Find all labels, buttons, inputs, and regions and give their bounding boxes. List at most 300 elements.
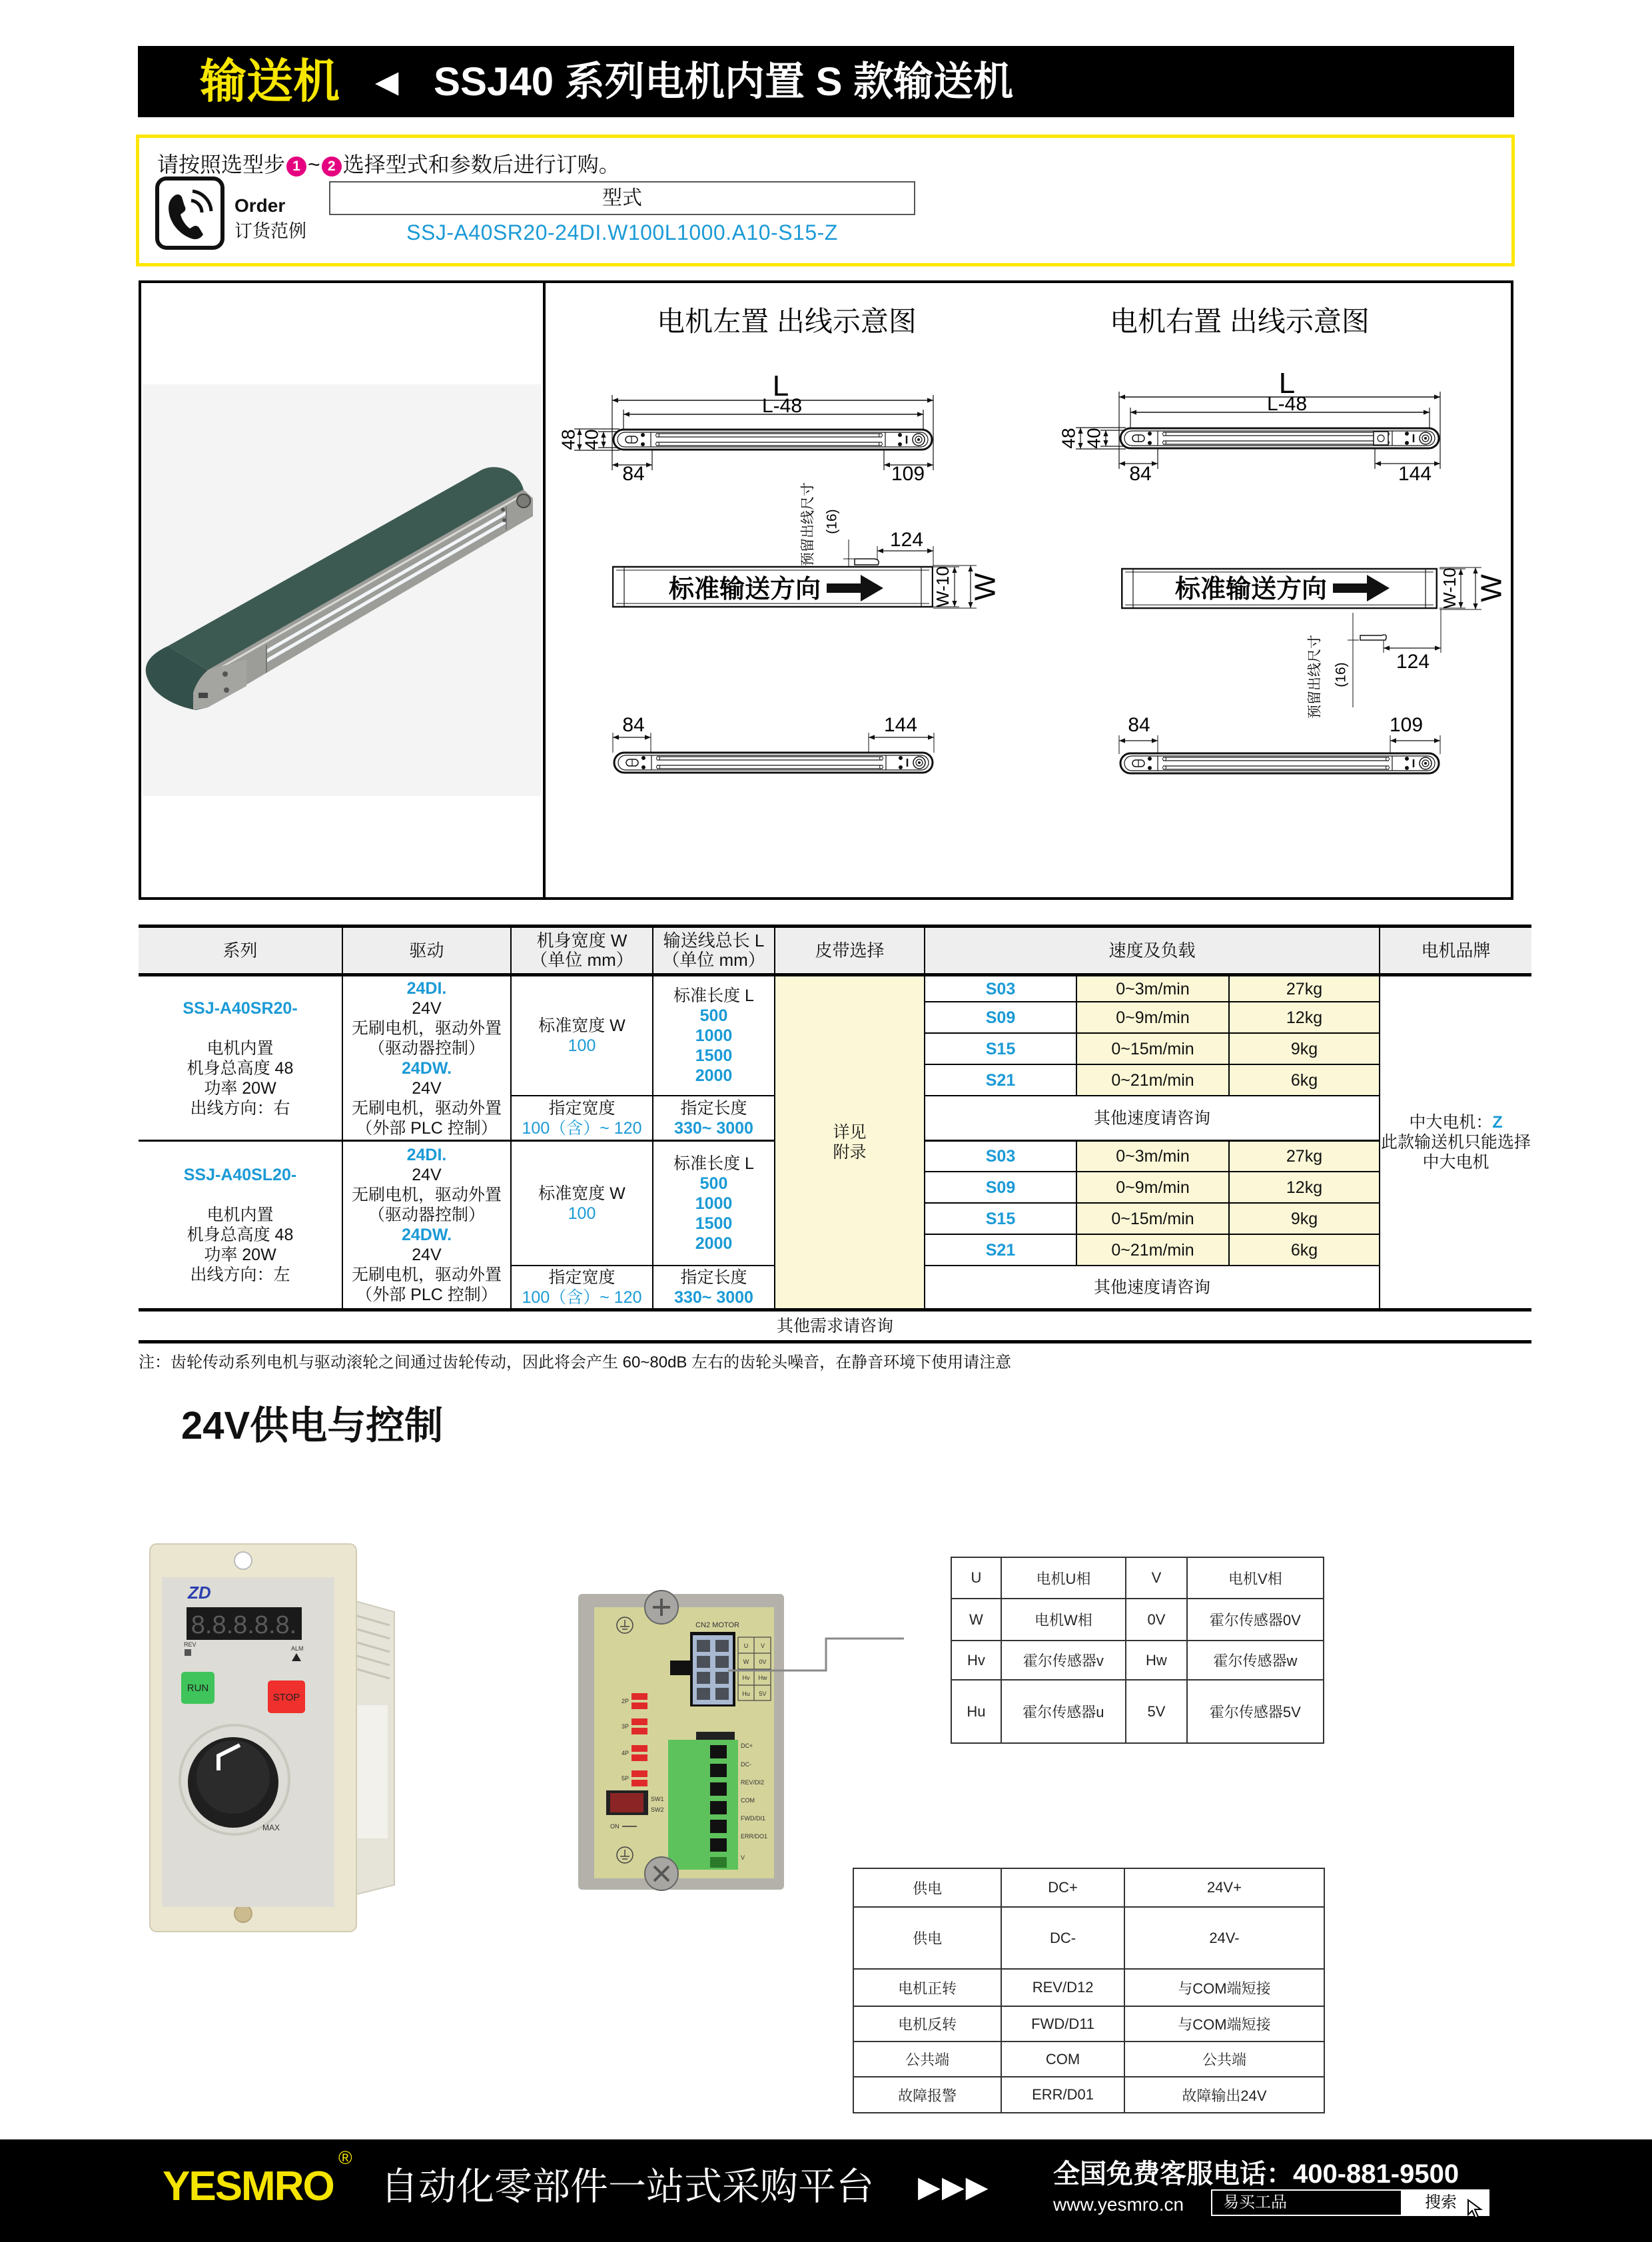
terminal-label: FWD/DI1: [741, 1815, 765, 1822]
wiring-cell: 公共端: [1124, 2042, 1324, 2077]
cable-reserve-label: 预留出线尺寸: [800, 482, 816, 566]
table-row: [853, 1907, 1324, 1969]
speed-controller-photo: [150, 1544, 394, 1932]
length-value: 1000: [695, 1194, 733, 1213]
cable-stub: [855, 559, 879, 565]
drive-voltage: 24V: [412, 1246, 442, 1264]
width-standard-label: 标准宽度 W: [538, 1184, 625, 1203]
length-custom-cell: [652, 1265, 774, 1308]
dim-label-length-minus: L-48: [761, 395, 803, 417]
switch-label: SW1: [651, 1796, 664, 1802]
load-cell: [1228, 973, 1379, 1001]
width-custom-value: 100（含）~ 120: [522, 1118, 642, 1138]
screw-icon: [645, 1857, 678, 1890]
triple-arrow-icon: ▶▶▶: [918, 2171, 990, 2203]
length-value: 500: [699, 1006, 728, 1025]
header-length-label: 输送线总长 L: [663, 931, 765, 950]
pin-label: Hv: [742, 1675, 750, 1681]
header-belt-label: 皮带选择: [815, 940, 885, 960]
brand-line-1: [1409, 1112, 1502, 1132]
other-requests-text: 其他需求请咨询: [776, 1316, 893, 1335]
brand-logo: YESMRO: [163, 2163, 334, 2209]
function-cell: 电机正转: [853, 1969, 1001, 2006]
length-custom-value: 330~ 3000: [674, 1118, 753, 1138]
header-speed-load: [924, 928, 1379, 973]
drive-desc: 无刷电机，驱动外置: [351, 1098, 502, 1118]
pin-code: Hu: [951, 1680, 1001, 1743]
pin-desc: 霍尔传感器u: [1001, 1680, 1126, 1743]
belt-bottom-view: [1120, 753, 1439, 773]
search-button[interactable]: 搜索: [1425, 2193, 1457, 2211]
outlet-diagrams: [544, 283, 1511, 897]
load-cell: [1228, 1234, 1379, 1265]
max-label: MAX: [262, 1823, 280, 1832]
step-badge-2: 2: [322, 157, 342, 177]
speed-code-cell: [924, 973, 1076, 1001]
pin-desc: 电机W相: [1001, 1599, 1126, 1641]
table-row: [951, 1641, 1324, 1680]
cursor-icon: [1467, 2199, 1484, 2220]
brand-code: Z: [1492, 1113, 1503, 1132]
speed-value: 0~9m/min: [1116, 1178, 1190, 1197]
speed-code: S15: [985, 1209, 1016, 1228]
belt-conveyor-render: [141, 282, 542, 898]
width-standard-value: 100: [568, 1204, 596, 1223]
speed-code-cell: [924, 1234, 1076, 1265]
width-standard-cell: [510, 1140, 652, 1265]
series-desc: 出线方向：右: [190, 1098, 290, 1118]
power-photos: [133, 1532, 933, 1945]
speed-cell: [1076, 973, 1228, 1001]
series-desc: 机身总高度 48: [187, 1226, 294, 1244]
load-cell: [1228, 1064, 1379, 1095]
pin-code: W: [951, 1599, 1001, 1641]
dim-label-width: W: [1475, 574, 1508, 602]
registered-mark: ®: [338, 2147, 352, 2168]
belt-cell: [774, 973, 924, 1308]
dim-label-right-end: 109: [891, 463, 925, 485]
pin-desc: 霍尔传感器0V: [1187, 1599, 1324, 1641]
header-length: [652, 928, 774, 973]
length-value: 2000: [695, 1066, 733, 1085]
dip-label: 5P: [621, 1775, 629, 1782]
website-link[interactable]: www.yesmro.cn: [1053, 2194, 1184, 2215]
width-standard-cell: [510, 973, 652, 1095]
phone-icon: [155, 177, 224, 250]
section-title: 24V供电与控制: [181, 1404, 444, 1447]
length-value: 1000: [695, 1026, 733, 1045]
controller-brand-logo: ZD: [188, 1583, 211, 1603]
load-cell: [1228, 1001, 1379, 1032]
table-row: [951, 1680, 1324, 1743]
speed-cell: [1076, 1001, 1228, 1032]
function-cell: 供电: [853, 1907, 1001, 1969]
rev-indicator-led: [185, 1649, 191, 1656]
diagram-title-right: 电机右置 出线示意图: [1110, 306, 1370, 337]
width-custom-label: 指定宽度: [548, 1098, 616, 1118]
dim-label-right-end: 144: [1398, 463, 1432, 485]
header-series-label: 系列: [222, 940, 258, 960]
on-label: ON: [610, 1823, 620, 1830]
pin-desc: 电机U相: [1001, 1557, 1126, 1599]
stop-button-label: STOP: [272, 1692, 300, 1703]
speed-value: 0~21m/min: [1111, 1240, 1194, 1260]
category-title: 输送机: [200, 55, 340, 107]
order-label-cn: 订货范例: [234, 221, 306, 241]
speed-value: 0~9m/min: [1116, 1008, 1190, 1027]
dim-label-height-inner: 40: [1083, 428, 1104, 449]
diagram-title-left: 电机左置 出线示意图: [657, 306, 917, 337]
dim-label-height-inner: 40: [581, 429, 602, 450]
header-brand: [1379, 928, 1531, 973]
speed-value: 0~3m/min: [1116, 979, 1190, 998]
length-custom-value: 330~ 3000: [674, 1288, 753, 1307]
header-width-unit: （单位 mm）: [530, 950, 633, 970]
screw: [502, 518, 506, 522]
load-value: 9kg: [1290, 1039, 1318, 1058]
terminal-cell: DC-: [1001, 1907, 1124, 1969]
header-width: [510, 928, 652, 973]
drive-voltage: 24V: [412, 1166, 442, 1184]
header-belt: [774, 928, 924, 973]
belt-bottom-view: [614, 753, 933, 773]
speed-cell: [1076, 1140, 1228, 1171]
mount-hole-bottom: [234, 1905, 252, 1922]
load-value: 6kg: [1290, 1240, 1318, 1260]
speed-code-cell: [924, 1001, 1076, 1032]
order-instruction: [157, 151, 620, 178]
pin-label: 5V: [759, 1690, 767, 1697]
dip-label: 2P: [621, 1698, 629, 1704]
width-standard-value: 100: [568, 1036, 596, 1055]
drive-control: （外部 PLC 控制）: [356, 1118, 498, 1138]
dim-label-cable-offset: 124: [889, 529, 924, 551]
brand-slogan: 自动化零部件一站式采购平台: [380, 2165, 874, 2208]
load-value: 12kg: [1286, 1008, 1323, 1027]
drive-desc: 无刷电机，驱动外置: [351, 1266, 502, 1284]
dim-label-bottom-right: 144: [883, 714, 918, 736]
footer-bar: [0, 2139, 1652, 2242]
footnote: 注：齿轮传动系列电机与驱动滚轮之间通过齿轮传动，因此将会产生 60~80dB 左右的齿轮头噪音，在静音环境下使用请注意: [139, 1353, 1012, 1371]
table-row: [853, 1969, 1324, 2006]
motor-slot: [199, 693, 208, 698]
terminal-cell: REV/D12: [1001, 1969, 1124, 2006]
drive-voltage: 24V: [412, 1078, 442, 1098]
brand-cell: [1379, 973, 1531, 1308]
phone-icon-svg: [155, 177, 224, 250]
instruction-prefix: 请按照选型步: [157, 153, 286, 177]
drive-voltage: 24V: [412, 998, 442, 1018]
example-model-code: SSJ-A40SR20-24DI.W100L1000.A10-S15-Z: [406, 220, 838, 244]
drive-code: 24DI.: [406, 1146, 447, 1164]
cable-reserve-label: 预留出线尺寸: [1307, 635, 1323, 719]
table-row: [951, 1599, 1324, 1641]
speed-code: S21: [985, 1240, 1016, 1260]
wiring-cell: 24V-: [1124, 1907, 1324, 1969]
pin-code: Hv: [951, 1641, 1001, 1680]
wiring-cell: 24V+: [1124, 1868, 1324, 1907]
length-value: 2000: [695, 1234, 733, 1253]
other-speed-cell: [924, 1095, 1379, 1140]
run-button-label: RUN: [187, 1682, 209, 1694]
screw: [501, 508, 505, 512]
drive-control: （驱动器控制）: [368, 1038, 485, 1058]
length-standard-cell: [652, 973, 774, 1095]
terminal-label: ERR/DO1: [741, 1833, 768, 1840]
rev-indicator-label: REV: [184, 1641, 197, 1648]
speed-code-cell: [924, 1202, 1076, 1234]
series-cell: [139, 973, 342, 1140]
terminal-cell: ERR/D01: [1001, 2077, 1124, 2113]
load-cell: [1228, 1032, 1379, 1064]
drive-code: 24DW.: [401, 1226, 452, 1244]
page-title: SSJ40 系列电机内置 S 款输送机: [434, 59, 1014, 104]
function-cell: 公共端: [853, 2042, 1001, 2077]
terminal-label: DC-: [741, 1761, 751, 1768]
instruction-suffix: 选择型式和参数后进行订购。: [342, 153, 620, 177]
speed-value: 0~15m/min: [1111, 1039, 1194, 1058]
length-custom-label: 指定长度: [680, 1098, 747, 1118]
brand-line-3: 中大电机: [1422, 1153, 1489, 1172]
header-length-unit: （单位 mm）: [662, 950, 765, 970]
speed-code: S09: [985, 1178, 1016, 1197]
dip-label: 3P: [621, 1723, 629, 1730]
load-value: 6kg: [1290, 1070, 1318, 1090]
cable-reserve-value: (16): [824, 509, 840, 534]
type-header: 型式: [329, 181, 915, 215]
length-standard-label: 标准长度 L: [673, 986, 754, 1005]
load-cell: [1228, 1202, 1379, 1234]
load-value: 27kg: [1286, 979, 1323, 998]
pin-label: Hu: [742, 1690, 750, 1697]
brand-name: 中大电机：: [1409, 1113, 1493, 1132]
terminal-label: V: [741, 1854, 745, 1861]
drive-code: 24DI.: [406, 978, 447, 998]
series-desc: 功率 20W: [204, 1246, 276, 1264]
belt-text: 附录: [833, 1143, 867, 1162]
dim-label-height: 48: [1058, 428, 1079, 449]
screw-icon: [645, 1591, 678, 1624]
width-custom-cell: [510, 1265, 652, 1308]
switch-label: SW2: [651, 1806, 664, 1813]
series-desc: 电机内置: [206, 1206, 274, 1224]
terminal-header: [696, 1732, 735, 1740]
terminal-label: COM: [741, 1797, 755, 1804]
width-custom-value: 100（含）~ 120: [522, 1288, 642, 1307]
drive-desc: 无刷电机，驱动外置: [351, 1186, 502, 1204]
order-guide-box: [136, 135, 1515, 266]
load-cell: [1228, 1140, 1379, 1171]
speed-code: S03: [985, 979, 1016, 998]
pin-label: U: [743, 1643, 749, 1649]
speed-cell: [1076, 1032, 1228, 1064]
pin-code: 5V: [1126, 1680, 1187, 1743]
pin-code: V: [1126, 1557, 1187, 1599]
step-badge-1: 1: [286, 157, 306, 177]
header-brand-label: 电机品牌: [1421, 940, 1491, 960]
speed-code: S15: [985, 1039, 1016, 1058]
switch-block-body: [610, 1793, 643, 1812]
dim-label-bottom-left: 84: [622, 714, 645, 736]
series-desc: 机身总高度 48: [187, 1058, 294, 1078]
drive-desc: 无刷电机，驱动外置: [351, 1018, 502, 1038]
terminal-cell: FWD/D11: [1001, 2006, 1124, 2042]
wiring-cell: 与COM端短接: [1124, 1969, 1324, 2006]
screw: [224, 687, 229, 693]
driver-board-photo: [578, 1591, 904, 1890]
speed-knob-top: [197, 1740, 270, 1814]
length-value: 1500: [695, 1214, 733, 1233]
search-box: [1211, 2189, 1489, 2216]
table-row: [853, 2042, 1324, 2077]
cable-stub: [1360, 635, 1386, 640]
power-control-table: [853, 1868, 1325, 2113]
header-bar: [138, 46, 1514, 117]
terminal-block: [668, 1740, 738, 1870]
direction-label: 标准输送方向: [1175, 575, 1328, 603]
wiring-cell: 与COM端短接: [1124, 2006, 1324, 2042]
hotline-text: 全国免费客服电话：400-881-9500: [1053, 2159, 1459, 2189]
speed-cell: [1076, 1234, 1228, 1265]
series-code: SSJ-A40SR20-: [183, 998, 298, 1018]
pin-code: Hw: [1126, 1641, 1187, 1680]
brand-line-2: 此款输送机只能选择: [1380, 1133, 1531, 1152]
pin-label: W: [743, 1659, 749, 1665]
terminal-label: DC+: [741, 1742, 753, 1749]
dim-label-height: 48: [558, 429, 579, 450]
dip-label: 4P: [621, 1750, 629, 1756]
length-value: 500: [699, 1174, 728, 1193]
speed-code-cell: [924, 1064, 1076, 1095]
dim-label-length: L: [772, 370, 789, 402]
speed-code: S03: [985, 1147, 1016, 1166]
other-requests-cell: [139, 1308, 1531, 1340]
belt-text: 详见: [833, 1123, 867, 1142]
header-series: [139, 928, 342, 973]
pin-code: 0V: [1126, 1599, 1187, 1641]
direction-label: 标准输送方向: [669, 575, 821, 603]
speed-code-cell: [924, 1032, 1076, 1064]
pin-desc: 电机V相: [1187, 1557, 1324, 1599]
pin-desc: 霍尔传感器v: [1001, 1641, 1126, 1680]
speed-code: S21: [985, 1070, 1016, 1090]
header-drive: [342, 928, 510, 973]
pin-label: Hw: [758, 1675, 767, 1681]
speed-value: 0~15m/min: [1111, 1209, 1194, 1228]
dim-label-width-inner: W-10: [1439, 567, 1459, 609]
speed-cell: [1076, 1064, 1228, 1095]
dim-label-left-end: 84: [1129, 463, 1152, 485]
header-drive-label: 驱动: [409, 940, 444, 960]
dim-label-length-minus: L-48: [1266, 393, 1308, 415]
speed-cell: [1076, 1202, 1228, 1234]
belt-side-view: [1120, 428, 1439, 448]
series-desc: 功率 20W: [204, 1078, 276, 1098]
speed-value: 0~3m/min: [1116, 1147, 1190, 1166]
led-display-digits: 8.8.8.8.8.: [191, 1611, 297, 1639]
mount-hole-top: [234, 1552, 252, 1569]
load-value: 9kg: [1290, 1209, 1318, 1228]
speed-cell: [1076, 1171, 1228, 1202]
width-custom-label: 指定宽度: [548, 1268, 616, 1287]
series-code: SSJ-A40SL20-: [183, 1166, 297, 1184]
other-speed-cell: [924, 1265, 1379, 1308]
search-input[interactable]: 易买工品: [1211, 2189, 1402, 2216]
function-cell: 供电: [853, 1868, 1001, 1907]
drive-cell: [342, 973, 510, 1140]
load-value: 12kg: [1286, 1178, 1323, 1197]
terminal-label: REV/DI2: [741, 1779, 765, 1786]
table-row: [951, 1557, 1324, 1599]
back-triangle-icon: ◀: [375, 64, 399, 99]
function-cell: 故障报警: [853, 2077, 1001, 2113]
cable-reserve-value: (16): [1333, 662, 1349, 687]
pin-desc: 霍尔传感器w: [1187, 1641, 1324, 1680]
terminal-cell: COM: [1001, 2042, 1124, 2077]
speed-code: S09: [985, 1008, 1016, 1027]
diagram-motor-right: [1058, 306, 1507, 773]
table-row: [853, 2077, 1324, 2113]
load-value: 27kg: [1286, 1147, 1323, 1166]
drive-roller-cap: [517, 494, 530, 508]
function-cell: 电机反转: [853, 2006, 1001, 2042]
speed-value: 0~21m/min: [1111, 1070, 1194, 1090]
series-cell: [139, 1140, 342, 1308]
pin-label: V: [760, 1643, 765, 1649]
length-standard-label: 标准长度 L: [673, 1154, 754, 1173]
belt-side-view: [614, 430, 932, 450]
screw: [222, 671, 228, 677]
pin-desc: 霍尔传感器5V: [1187, 1680, 1324, 1743]
drive-control: （外部 PLC 控制）: [356, 1286, 498, 1304]
dim-label-bottom-left: 84: [1128, 714, 1150, 736]
alm-indicator-label: ALM: [291, 1645, 304, 1652]
length-value: 1500: [695, 1046, 733, 1065]
connector-label: CN2 MOTOR: [695, 1621, 739, 1629]
wiring-cell: 故障输出24V: [1124, 2077, 1324, 2113]
drive-code: 24DW.: [401, 1058, 452, 1078]
header-width-label: 机身宽度 W: [536, 931, 627, 950]
header-speed-load-label: 速度及负载: [1108, 940, 1196, 960]
drive-cell: [342, 1140, 510, 1308]
dim-label-length: L: [1278, 367, 1296, 400]
width-standard-label: 标准宽度 W: [538, 1016, 625, 1035]
table-row: [853, 2006, 1324, 2042]
pin-label: 0V: [759, 1659, 767, 1665]
series-desc: 电机内置: [206, 1038, 274, 1058]
drive-control: （驱动器控制）: [368, 1206, 485, 1224]
series-desc: 出线方向：左: [190, 1266, 290, 1284]
other-speed-text: 其他速度请咨询: [1093, 1108, 1210, 1128]
pin-code: U: [951, 1557, 1001, 1599]
order-label-en: Order: [234, 195, 286, 216]
length-standard-cell: [652, 1140, 774, 1265]
connector-latch: [670, 1661, 691, 1675]
length-custom-cell: [652, 1095, 774, 1140]
dim-label-bottom-right: 109: [1389, 714, 1424, 736]
dim-label-width: W: [969, 573, 1002, 601]
dim-label-left-end: 84: [622, 463, 645, 485]
other-speed-text: 其他速度请咨询: [1093, 1278, 1210, 1297]
speed-code-cell: [924, 1171, 1076, 1202]
instruction-tilde: ~: [308, 153, 320, 177]
load-cell: [1228, 1171, 1379, 1202]
dim-label-cable-offset: 124: [1396, 651, 1430, 673]
table-row: [853, 1868, 1324, 1907]
motor-pinout-table: [951, 1557, 1324, 1744]
length-custom-label: 指定长度: [680, 1268, 747, 1287]
speed-code-cell: [924, 1140, 1076, 1171]
